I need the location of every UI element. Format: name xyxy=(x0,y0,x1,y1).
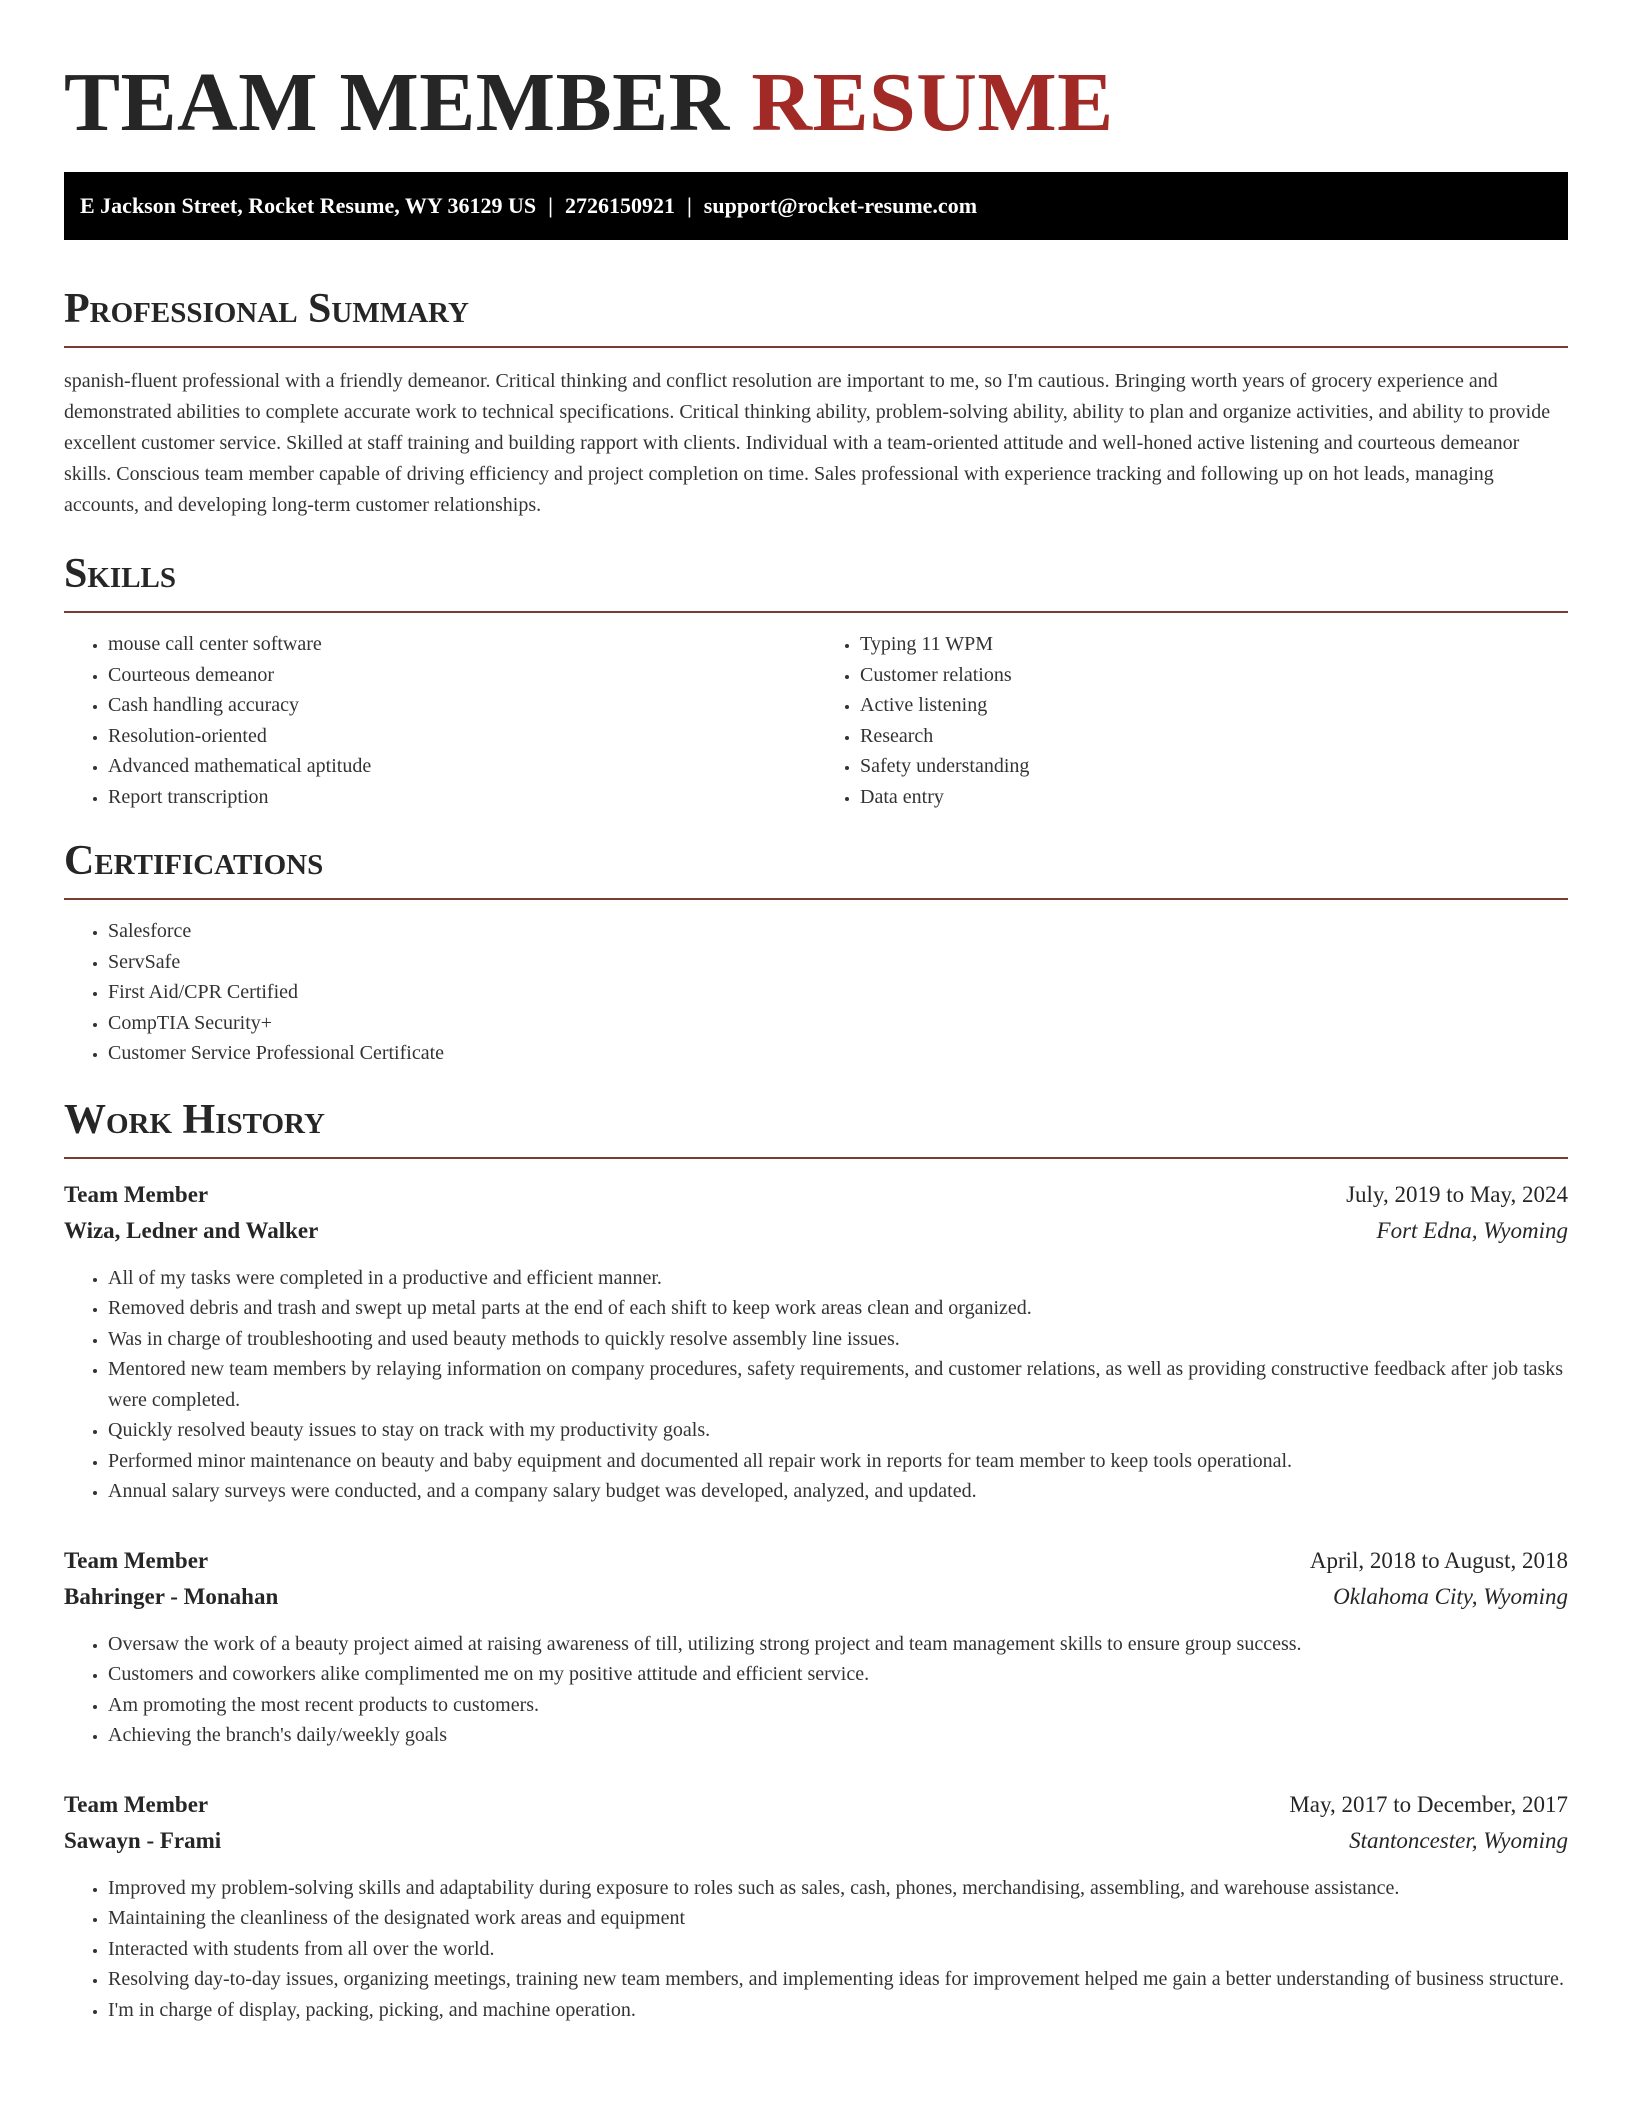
skill-item: • Resolution-oriented xyxy=(108,721,816,752)
job-bullet: • Oversaw the work of a beauty project aimed at raising awareness of till, utilizing strong project and team management skills to ensure group success. xyxy=(108,1629,1568,1660)
job-bullet: • Improved my problem-solving skills and adaptability during exposure to roles such as sales, cash, phones, merchandising, assembling, and warehouse assistance. xyxy=(108,1873,1568,1904)
section-divider xyxy=(64,611,1568,613)
job-company: Bahringer - Monahan xyxy=(64,1583,279,1609)
job-location: Stantoncester, Wyoming xyxy=(1349,1827,1568,1853)
job-bullet: • All of my tasks were completed in a productive and efficient manner. xyxy=(108,1263,1568,1294)
title-main: TEAM MEMBER xyxy=(64,56,730,149)
job-bullet: • Resolving day-to-day issues, organizing meetings, training new team members, and implementing ideas for improvement helped me gain a better understanding of business structure. xyxy=(108,1964,1568,1995)
job-bullet: • Was in charge of troubleshooting and used beauty methods to quickly resolve assembly line issues. xyxy=(108,1324,1568,1355)
job-header-row xyxy=(64,1543,1568,1579)
skills-section xyxy=(64,549,1568,812)
job-location: Fort Edna, Wyoming xyxy=(1376,1217,1568,1243)
contact-email[interactable]: support@rocket-resume.com xyxy=(703,193,978,218)
contact-separator: | xyxy=(548,193,553,218)
certification-item: • ServSafe xyxy=(108,947,1568,978)
job-bullets xyxy=(64,1873,1568,2026)
contact-separator: | xyxy=(686,193,692,218)
section-heading: Certifications xyxy=(64,838,324,884)
job-bullet: • I'm in charge of display, packing, picking, and machine operation. xyxy=(108,1995,1568,2026)
skills-list-left xyxy=(64,629,816,812)
job-dates: May, 2017 to December, 2017 xyxy=(1289,1791,1568,1817)
job-bullet: • Quickly resolved beauty issues to stay on track with my productivity goals. xyxy=(108,1415,1568,1446)
job-company-row xyxy=(64,1823,1568,1859)
resume-title xyxy=(64,58,1568,148)
job-entry xyxy=(64,1787,1568,2026)
job-bullets xyxy=(64,1263,1568,1507)
summary-text: spanish-fluent professional with a friendly demeanor. Critical thinking and conflict resolution are important to me, so I'm cautious. Bringing worth years of grocery experience and demonstrated abilities to complete accurate work to technical specifications. Critical thinking ability, problem-solving ability, ability to plan and organize activities, and ability to provide excellent customer service. Skilled at staff training and building rapport with clients. Individual with a team-oriented attitude and well-honed active listening and courteous demeanor skills. Conscious team member capable of driving efficiency and project completion on time. Sales professional with experience tracking and following up on hot leads, managing accounts, and developing long-term customer relationships. xyxy=(64,370,1551,516)
section-heading: Skills xyxy=(64,551,177,597)
certification-item: • Salesforce xyxy=(108,916,1568,947)
certification-item: • CompTIA Security+ xyxy=(108,1008,1568,1039)
skill-item: • Report transcription xyxy=(108,782,816,813)
skill-item: • Advanced mathematical aptitude xyxy=(108,751,816,782)
summary-section xyxy=(64,284,1568,521)
work-history-section xyxy=(64,1095,1568,2026)
job-title: Team Member xyxy=(64,1791,209,1817)
skill-item: • Typing 11 WPM xyxy=(860,629,1568,660)
job-bullet: • Maintaining the cleanliness of the designated work areas and equipment xyxy=(108,1903,1568,1934)
job-header-row xyxy=(64,1787,1568,1823)
section-heading: Professional Summary xyxy=(64,286,469,332)
skill-item: • Data entry xyxy=(860,782,1568,813)
skill-item: • Safety understanding xyxy=(860,751,1568,782)
job-bullet: • Achieving the branch's daily/weekly goals xyxy=(108,1720,1568,1751)
job-bullets xyxy=(64,1629,1568,1751)
skill-item: • Research xyxy=(860,721,1568,752)
job-bullet: • Performed minor maintenance on beauty and baby equipment and documented all repair work in reports for team member to keep tools operational. xyxy=(108,1446,1568,1477)
skills-list-right xyxy=(816,629,1568,812)
title-accent: RESUME xyxy=(751,56,1114,149)
certifications-section xyxy=(64,836,1568,1069)
job-header-row xyxy=(64,1177,1568,1213)
skill-item: • Courteous demeanor xyxy=(108,660,816,691)
contact-phone: 2726150921 xyxy=(564,193,675,218)
section-divider xyxy=(64,1157,1568,1159)
job-location: Oklahoma City, Wyoming xyxy=(1333,1583,1568,1609)
job-bullet: • Am promoting the most recent products to customers. xyxy=(108,1690,1568,1721)
contact-bar xyxy=(64,172,1568,240)
job-dates: April, 2018 to August, 2018 xyxy=(1309,1547,1568,1573)
job-bullet: • Interacted with students from all over the world. xyxy=(108,1934,1568,1965)
job-company: Wiza, Ledner and Walker xyxy=(64,1217,319,1243)
job-company-row xyxy=(64,1213,1568,1249)
job-entry xyxy=(64,1543,1568,1751)
job-dates: July, 2019 to May, 2024 xyxy=(1346,1181,1568,1207)
skill-item: • Customer relations xyxy=(860,660,1568,691)
section-divider xyxy=(64,346,1568,348)
section-divider xyxy=(64,898,1568,900)
job-bullet: • Annual salary surveys were conducted, and a company salary budget was developed, analyzed, and updated. xyxy=(108,1476,1568,1507)
skill-item: • Cash handling accuracy xyxy=(108,690,816,721)
job-bullet: • Mentored new team members by relaying information on company procedures, safety requirements, and customer relations, as well as providing constructive feedback after job tasks were completed. xyxy=(108,1354,1568,1415)
job-title: Team Member xyxy=(64,1547,209,1573)
certifications-list xyxy=(64,916,1568,1069)
skill-item: • mouse call center software xyxy=(108,629,816,660)
job-company: Sawayn - Frami xyxy=(64,1827,222,1853)
skills-columns xyxy=(64,629,1568,812)
job-bullet: • Removed debris and trash and swept up metal parts at the end of each shift to keep work areas clean and organized. xyxy=(108,1293,1568,1324)
section-heading: Work History xyxy=(64,1096,325,1143)
job-title: Team Member xyxy=(64,1181,209,1207)
contact-address: E Jackson Street, Rocket Resume, WY 36129 US xyxy=(80,193,537,218)
skill-item: • Active listening xyxy=(860,690,1568,721)
job-company-row xyxy=(64,1579,1568,1615)
job-entry xyxy=(64,1177,1568,1507)
certification-item: • First Aid/CPR Certified xyxy=(108,977,1568,1008)
certification-item: • Customer Service Professional Certificate xyxy=(108,1038,1568,1069)
job-bullet: • Customers and coworkers alike complimented me on my positive attitude and efficient service. xyxy=(108,1659,1568,1690)
